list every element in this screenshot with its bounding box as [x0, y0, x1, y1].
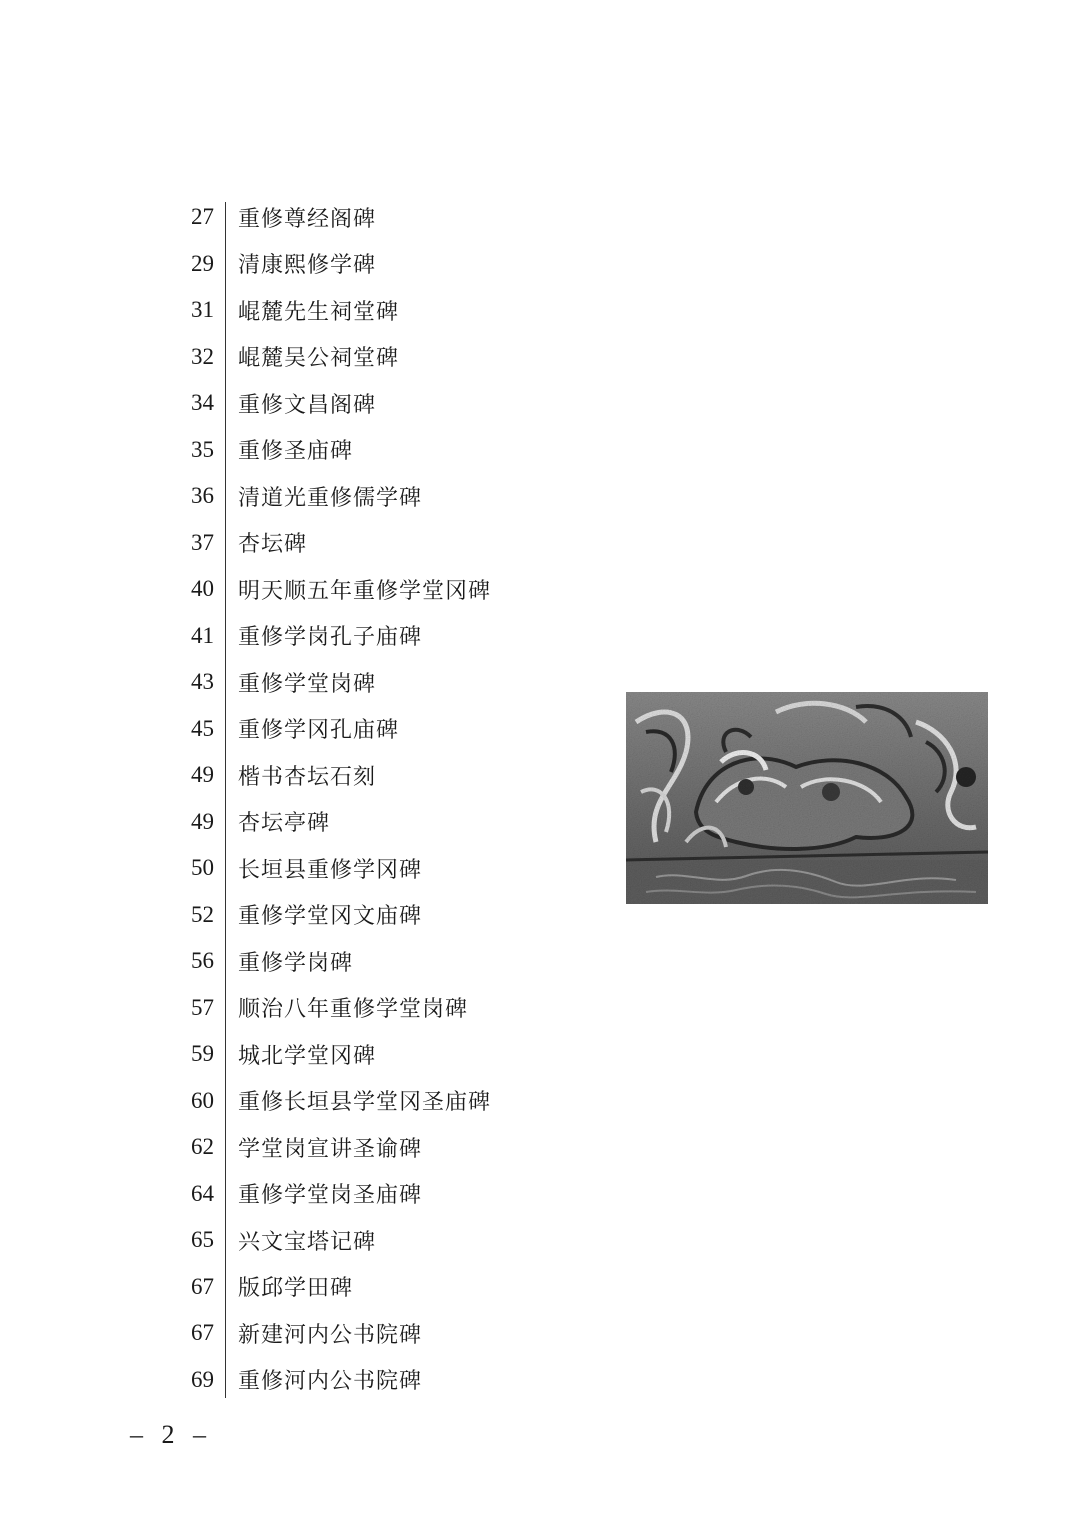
toc-entry-title: 重修学堂冈文庙碑 — [238, 904, 423, 930]
toc-page-number: 49 — [191, 762, 214, 788]
toc-entry[interactable] — [150, 892, 570, 939]
toc-entry[interactable] — [150, 241, 570, 288]
toc-page-number: 60 — [191, 1087, 214, 1113]
toc-entry-title: 重修学堂岗圣庙碑 — [238, 1183, 423, 1209]
page-number: – 2 – — [130, 1420, 212, 1449]
toc-page-number: 49 — [191, 808, 214, 834]
toc-entry[interactable] — [150, 1031, 570, 1078]
table-of-contents — [150, 194, 570, 1403]
toc-page-number: 56 — [191, 948, 214, 974]
toc-entry[interactable] — [150, 752, 570, 799]
toc-page-number: 41 — [191, 622, 214, 648]
toc-page-number: 52 — [191, 901, 214, 927]
toc-entry[interactable] — [150, 194, 570, 241]
toc-entry[interactable] — [150, 845, 570, 892]
toc-page-number: 40 — [191, 576, 214, 602]
toc-entry[interactable] — [150, 985, 570, 1032]
toc-entry-title: 重修学冈孔庙碑 — [238, 718, 400, 744]
toc-entry-title: 版邱学田碑 — [238, 1276, 354, 1302]
toc-entry-title: 重修学堂岗碑 — [238, 671, 377, 697]
toc-page-number: 45 — [191, 715, 214, 741]
toc-entry[interactable] — [150, 659, 570, 706]
toc-entry-title: 崐麓先生祠堂碑 — [238, 299, 400, 325]
toc-entry[interactable] — [150, 287, 570, 334]
toc-page-number: 37 — [191, 529, 214, 555]
toc-page-number: 67 — [191, 1273, 214, 1299]
toc-page-number: 62 — [191, 1134, 214, 1160]
toc-page-number: 69 — [191, 1366, 214, 1392]
stone-relief-image — [626, 692, 988, 904]
toc-entry-title: 明天顺五年重修学堂冈碑 — [238, 578, 492, 604]
toc-entry-title: 重修尊经阁碑 — [238, 206, 377, 232]
toc-entry[interactable] — [150, 1078, 570, 1125]
toc-page-number: 50 — [191, 855, 214, 881]
toc-page-number: 67 — [191, 1320, 214, 1346]
toc-entry[interactable] — [150, 380, 570, 427]
toc-entry-title: 新建河内公书院碑 — [238, 1322, 423, 1348]
toc-page-number: 64 — [191, 1180, 214, 1206]
toc-page-number: 32 — [191, 343, 214, 369]
toc-page-number: 65 — [191, 1227, 214, 1253]
toc-entry-title: 顺治八年重修学堂岗碑 — [238, 997, 469, 1023]
toc-entry-title: 崐麓吴公祠堂碑 — [238, 346, 400, 372]
toc-entry-title: 清康熙修学碑 — [238, 253, 377, 279]
toc-entry[interactable] — [150, 520, 570, 567]
toc-entry-title: 重修文昌阁碑 — [238, 392, 377, 418]
toc-entry[interactable] — [150, 473, 570, 520]
toc-entry[interactable] — [150, 427, 570, 474]
toc-entry-title: 楷书杏坛石刻 — [238, 764, 377, 790]
toc-list — [150, 194, 570, 1403]
toc-page-number: 36 — [191, 483, 214, 509]
stone-relief-photo — [626, 692, 988, 904]
toc-entry[interactable] — [150, 1357, 570, 1404]
toc-entry[interactable] — [150, 613, 570, 660]
toc-entry[interactable] — [150, 799, 570, 846]
toc-entry[interactable] — [150, 938, 570, 985]
toc-entry-title: 城北学堂冈碑 — [238, 1043, 377, 1069]
toc-page-number: 43 — [191, 669, 214, 695]
toc-page-number: 57 — [191, 994, 214, 1020]
toc-entry-title: 学堂岗宣讲圣谕碑 — [238, 1136, 423, 1162]
toc-entry[interactable] — [150, 1310, 570, 1357]
toc-entry-title: 重修学岗碑 — [238, 950, 354, 976]
toc-page-number: 29 — [191, 250, 214, 276]
toc-entry-title: 重修学岗孔子庙碑 — [238, 625, 423, 651]
toc-page-number: 27 — [191, 204, 214, 230]
toc-entry-title: 杏坛碑 — [238, 532, 308, 558]
toc-entry-title: 重修长垣县学堂冈圣庙碑 — [238, 1090, 492, 1116]
toc-page-number: 34 — [191, 390, 214, 416]
toc-page-number: 35 — [191, 436, 214, 462]
toc-entry-title: 重修圣庙碑 — [238, 439, 354, 465]
toc-entry[interactable] — [150, 334, 570, 381]
toc-entry[interactable] — [150, 1124, 570, 1171]
toc-entry[interactable] — [150, 1217, 570, 1264]
toc-entry[interactable] — [150, 706, 570, 753]
toc-entry[interactable] — [150, 1264, 570, 1311]
toc-entry[interactable] — [150, 1171, 570, 1218]
toc-page-number: 59 — [191, 1041, 214, 1067]
toc-entry[interactable] — [150, 566, 570, 613]
toc-entry-title: 长垣县重修学冈碑 — [238, 857, 423, 883]
toc-entry-title: 清道光重修儒学碑 — [238, 485, 423, 511]
toc-page-number: 31 — [191, 297, 214, 323]
toc-entry-title: 兴文宝塔记碑 — [238, 1229, 377, 1255]
toc-entry-title: 杏坛亭碑 — [238, 811, 331, 837]
toc-entry-title: 重修河内公书院碑 — [238, 1369, 423, 1395]
